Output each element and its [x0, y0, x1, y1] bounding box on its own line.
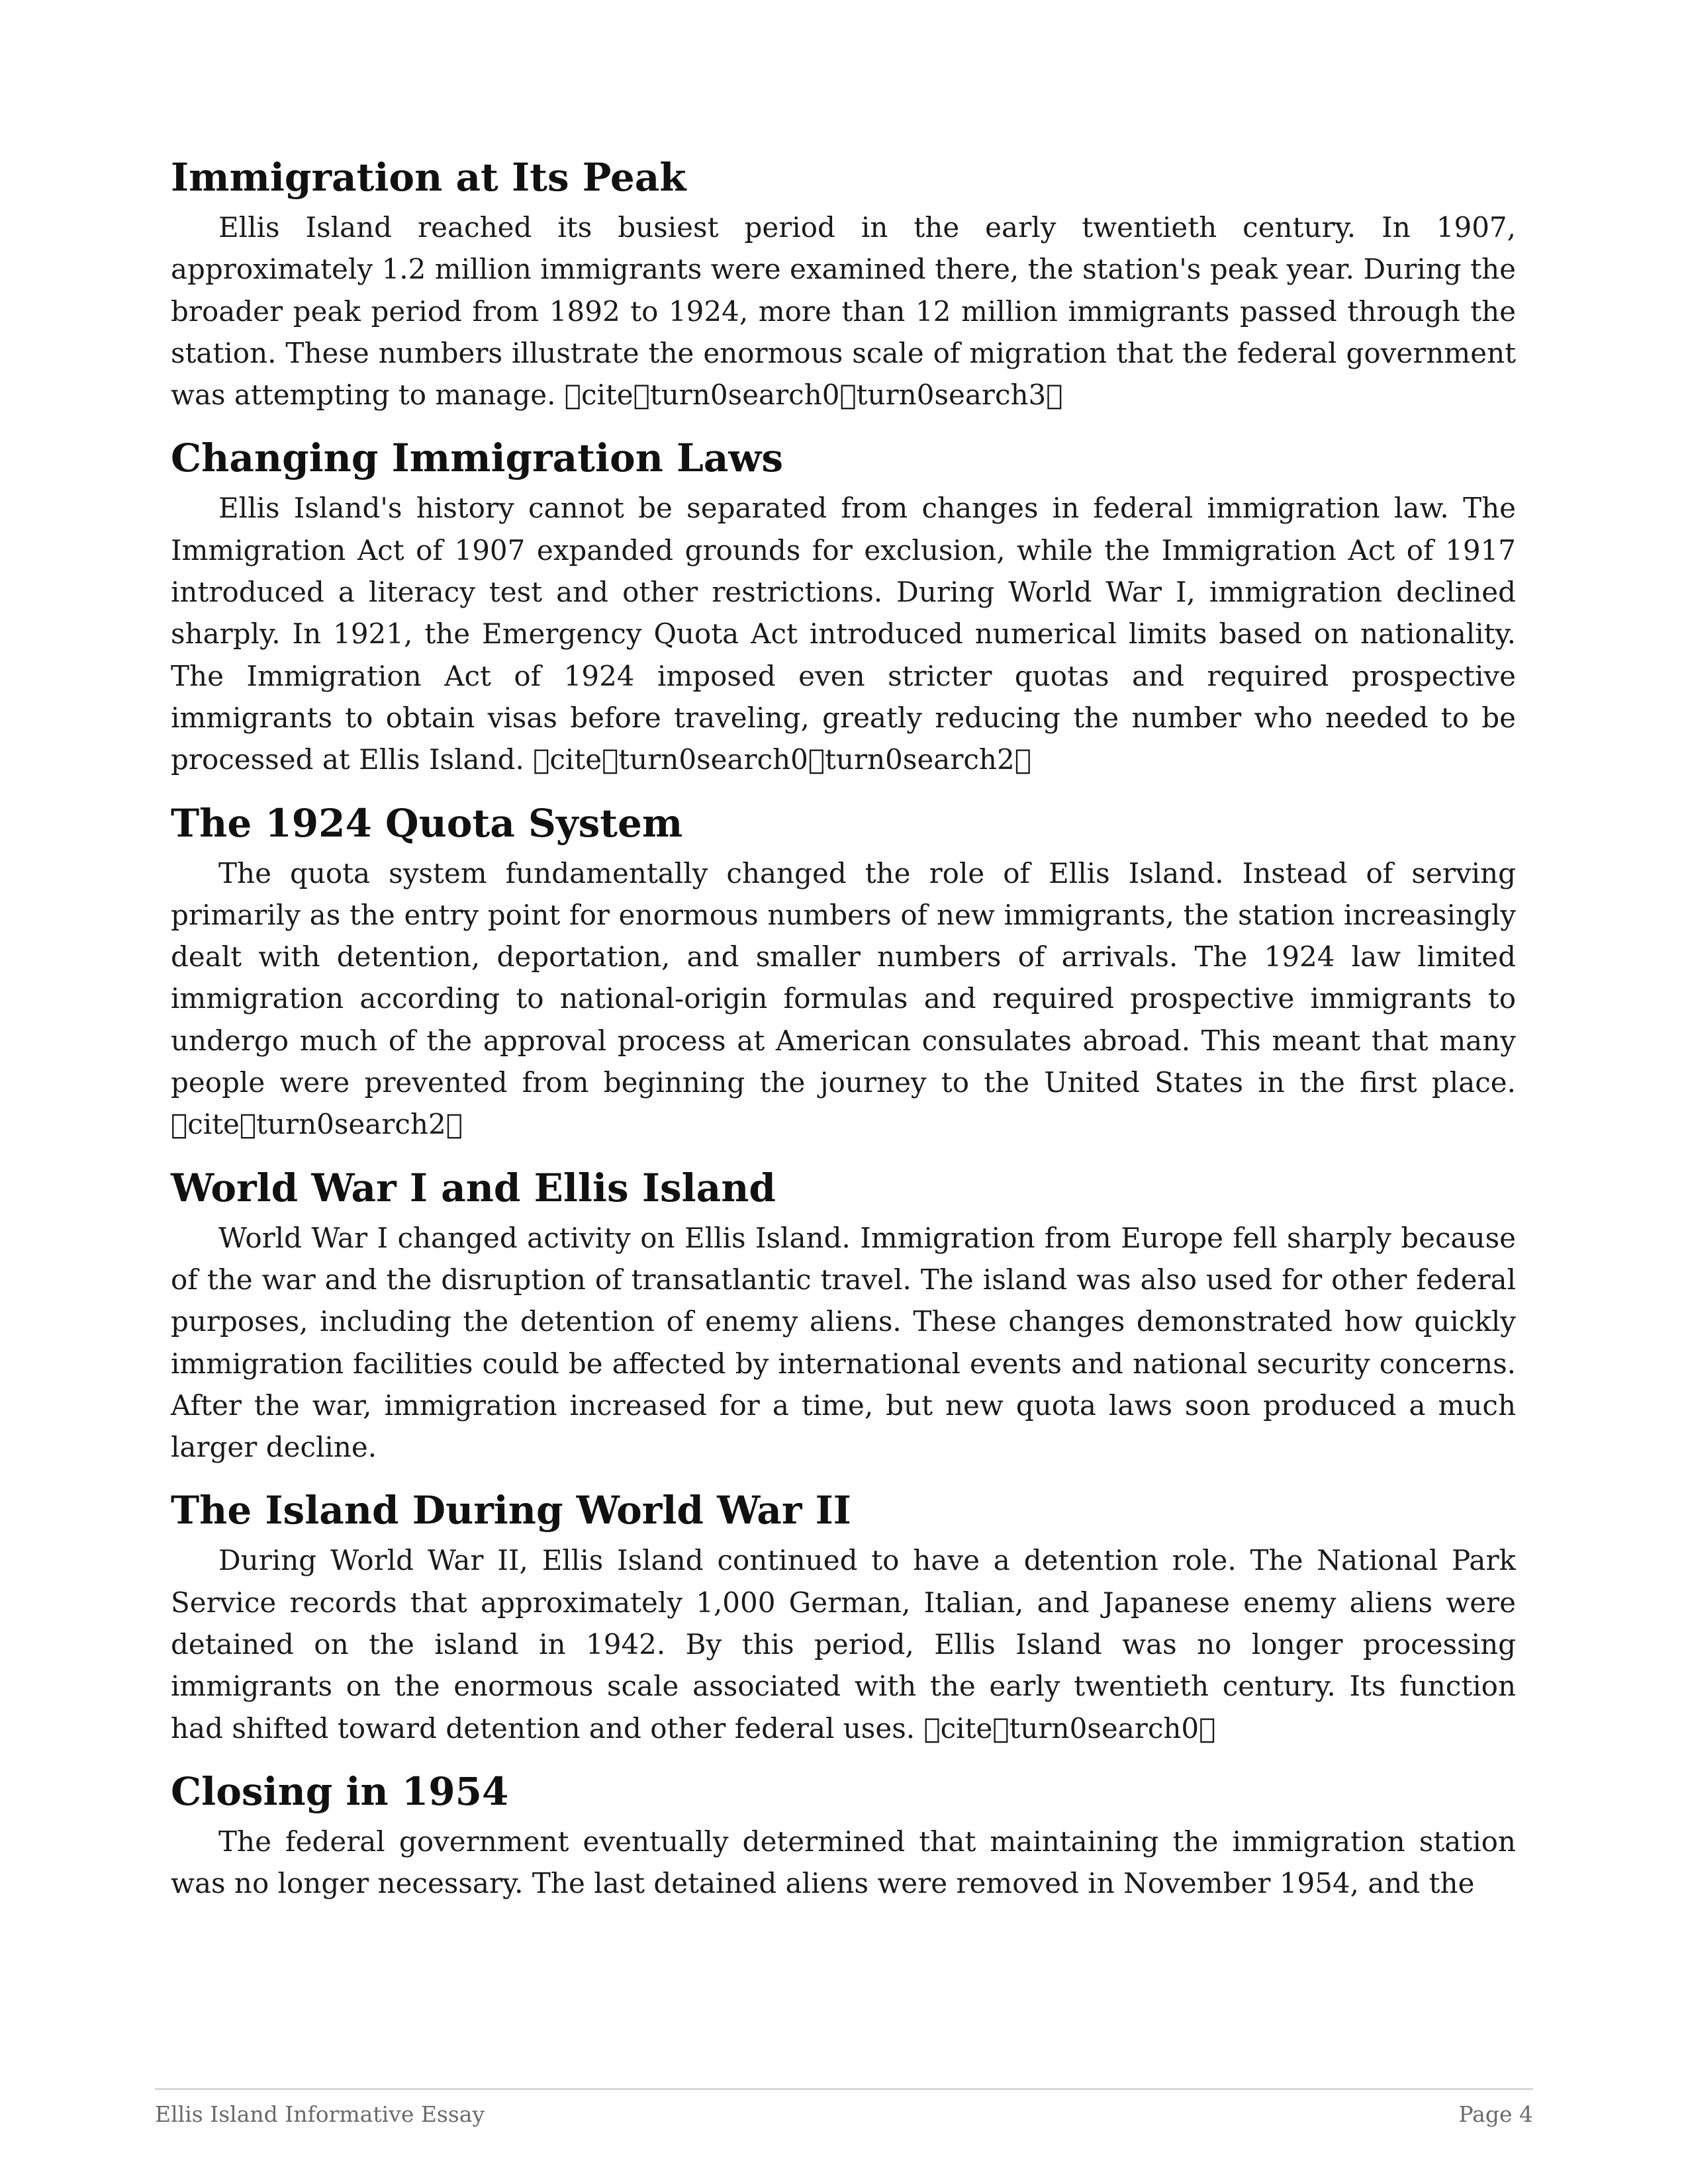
section-world-war-two [171, 1485, 1516, 1749]
section-heading: Changing Immigration Laws [171, 435, 783, 481]
section-heading: Closing in 1954 [171, 1768, 509, 1814]
section-closing-1954 [171, 1766, 1516, 1905]
footer-page-number: Page 4 [1458, 2101, 1533, 2127]
page-footer [155, 2101, 1533, 2127]
footer-document-title: Ellis Island Informative Essay [155, 2101, 485, 2127]
page-content [171, 152, 1516, 1922]
section-quota-system [171, 798, 1516, 1146]
section-paragraph: Ellis Island reached its busiest period in the early twentieth century. In 1907, approximately 1.2 million immigrants were examined there, the station's peak year. During the broader peak period from 1892 to 1924, more than 12 million immigrants passed through the station. These numbers illustrate the enormous scale of migration that the federal government was attempting to manage. cite turn0search0 turn0search3 [171, 211, 1516, 412]
section-changing-laws [171, 433, 1516, 780]
section-immigration-peak [171, 152, 1516, 416]
section-paragraph: The quota system fundamentally changed the role of Ellis Island. Instead of serving primarily as the entry point for enormous numbers of new immigrants, the station increasingly dealt with detention, deportation, and smaller numbers of arrivals. The 1924 law limited immigration according to national-origin formulas and required prospective immigrants to undergo much of the approval process at American consulates abroad. This meant that many people were prevented from beginning the journey to the United States in the first place. cite turn0search2 [171, 856, 1516, 1141]
section-heading: The Island During World War II [171, 1488, 851, 1533]
section-world-war-one [171, 1163, 1516, 1469]
section-paragraph: World War I changed activity on Ellis Island. Immigration from Europe fell sharply because of the war and the disruption of transatlantic travel. The island was also used for other federal purposes, including the detention of enemy aliens. These changes demonstrated how quickly immigration facilities could be affected by international events and national security concerns. After the war, immigration increased for a time, but new quota laws soon produced a much larger decline. [171, 1221, 1516, 1464]
section-paragraph: During World War II, Ellis Island continued to have a detention role. The National Park Service records that approximately 1,000 German, Italian, and Japanese enemy aliens were detained on the island in 1942. By this period, Ellis Island was no longer processing immigrants on the enormous scale associated with the early twentieth century. Its function had shifted toward detention and other federal uses. cite turn0search0 [171, 1544, 1516, 1745]
section-paragraph: The federal government eventually determined that maintaining the immigration station was no longer necessary. The last detained aliens were removed in November 1954, and the [171, 1825, 1516, 1900]
section-paragraph: Ellis Island's history cannot be separated from changes in federal immigration law. The Immigration Act of 1907 expanded grounds for exclusion, while the Immigration Act of 1917 introduced a literacy test and other restrictions. During World War I, immigration declined sharply. In 1921, the Emergency Quota Act introduced numerical limits based on nationality. The Immigration Act of 1924 imposed even stricter quotas and required prospective immigrants to obtain visas before traveling, greatly reducing the number who needed to be processed at Ellis Island. cite turn0search0 turn0search2 [171, 492, 1516, 776]
footer-divider [155, 2088, 1533, 2090]
section-heading: World War I and Ellis Island [171, 1165, 776, 1210]
section-heading: Immigration at Its Peak [171, 155, 686, 200]
section-heading: The 1924 Quota System [171, 800, 683, 846]
